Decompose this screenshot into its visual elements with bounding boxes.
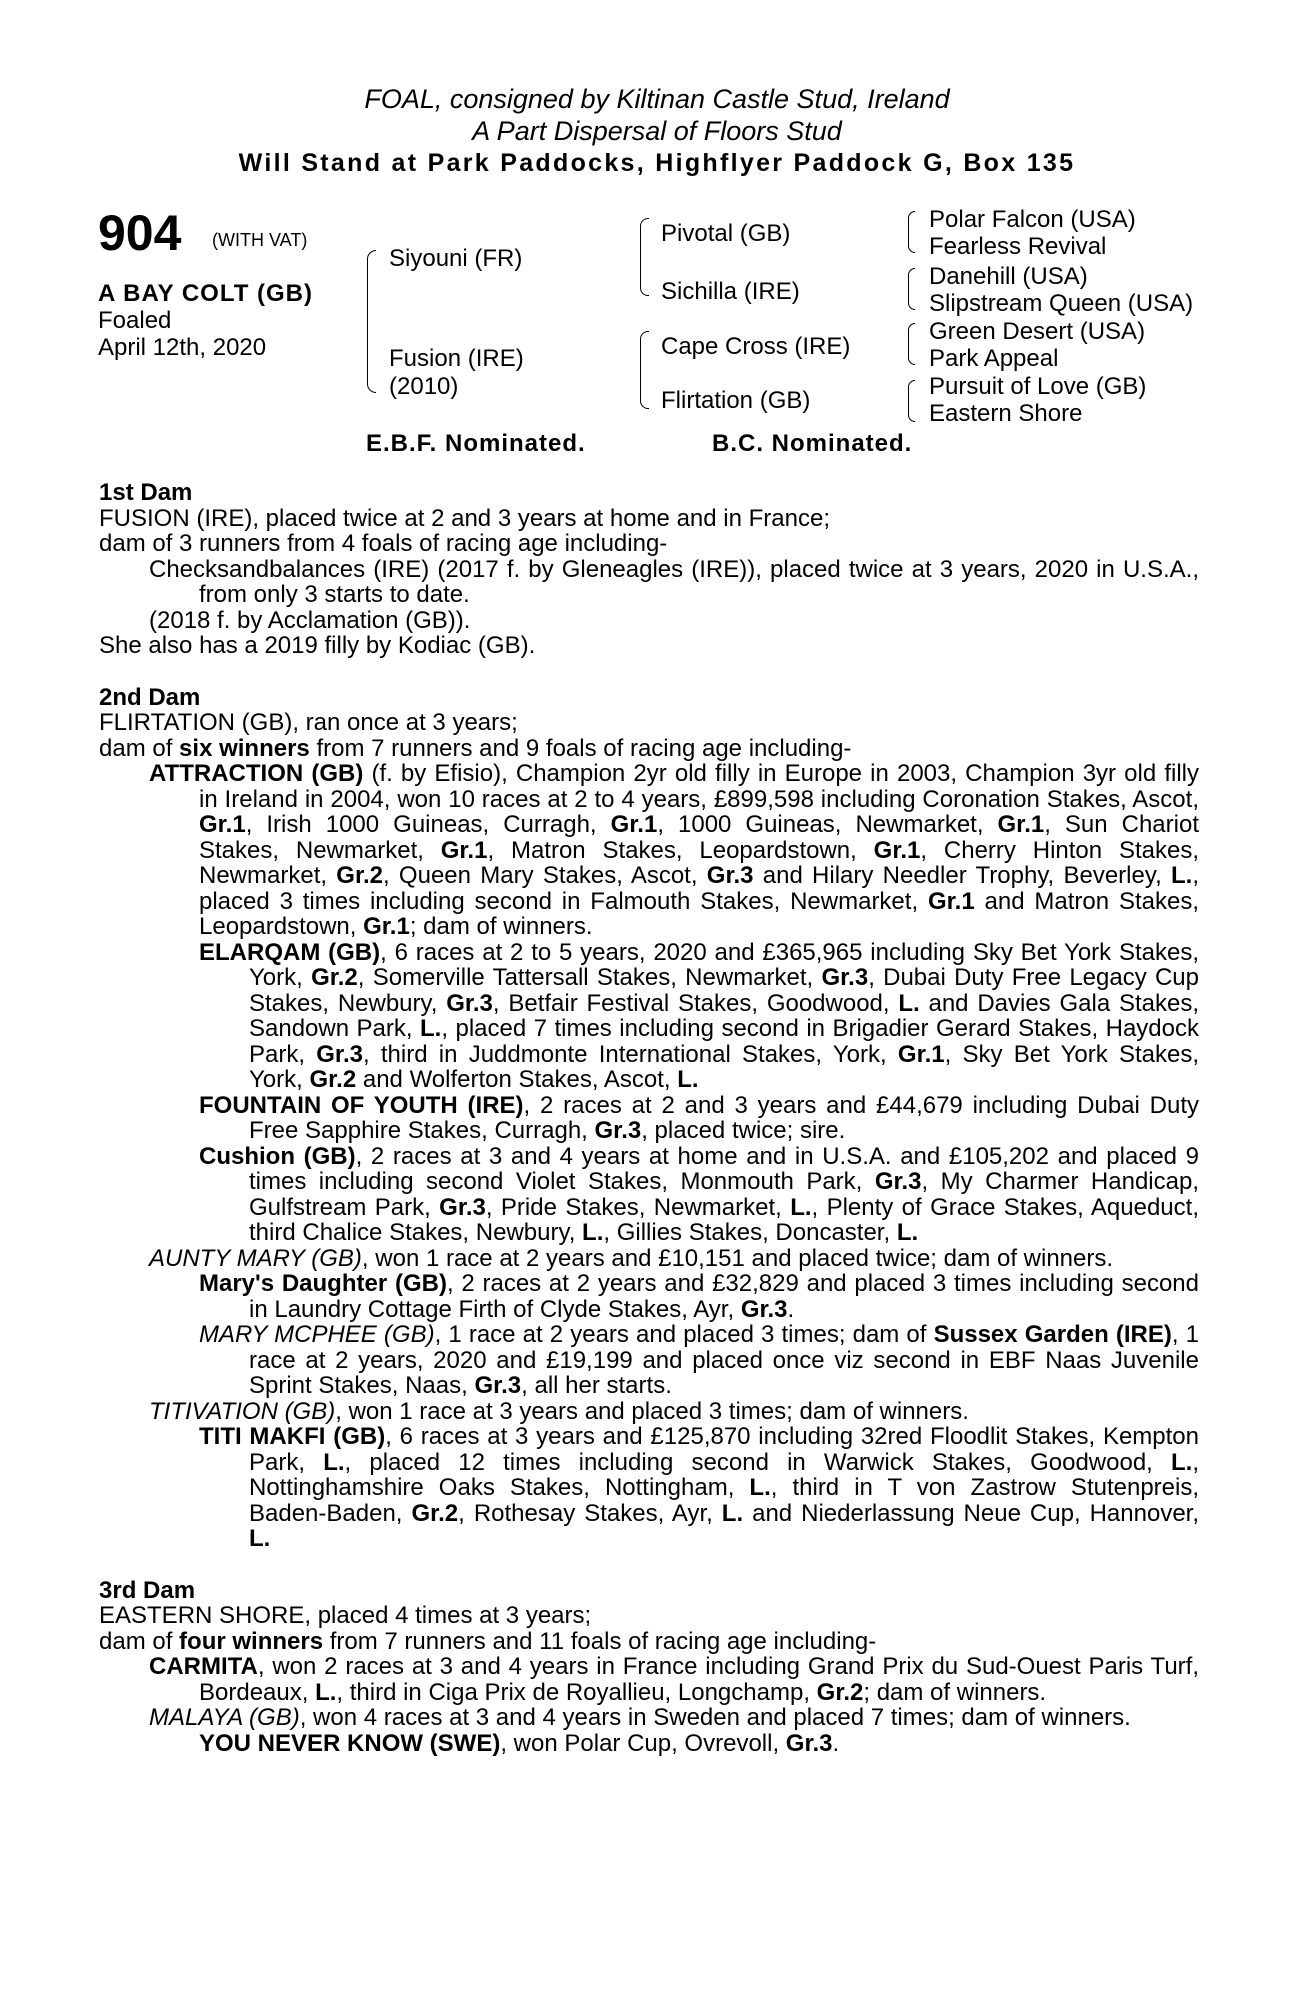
first-dam-heading: 1st Dam — [99, 479, 193, 506]
pedigree-sire-dam: Sichilla (IRE) — [661, 278, 800, 305]
pedigree-bracket-sire — [640, 218, 649, 296]
catalogue-body — [99, 480, 1199, 1756]
produce-entry-mary-mcphee: MARY MCPHEE (GB), 1 race at 2 years and placed 3 times; dam of Sussex Garden (IRE), 1 race at 2 years, 2020 and £19,199 and placed once viz second in EBF Naas Juvenile Sprint Stakes, Naas, Gr.3, all her starts. — [199, 1321, 1200, 1399]
pedigree-sss: Polar Falcon (USA) — [929, 206, 1136, 233]
pedigree-dam-sire: Cape Cross (IRE) — [661, 333, 851, 360]
stabling-line: Will Stand at Park Paddocks, Highflyer Paddock G, Box 135 — [238, 149, 1076, 177]
pedigree-ssd: Fearless Revival — [929, 233, 1107, 260]
lot-number: 904 — [98, 205, 182, 261]
produce-entry-titi-makfi: TITI MAKFI (GB), 6 races at 3 years and £125,870 including 32red Floodlit Stakes, Kempton Park, L., placed 12 times including second in Warwick Stakes, Goodwood, L., Nottinghamshire Oaks Stakes, Nottingham, L., third in T von Zastrow Stutenpreis, Baden-Baden, Gr.2, Rothesay Stakes, Ayr, L. and Niederlassung Neue Cup, Hannover, L. — [199, 1423, 1200, 1552]
pedigree-dsd: Park Appeal — [929, 345, 1059, 372]
produce-entry: Checksandbalances (IRE) (2017 f. by Gleneagles (IRE)), placed twice at 3 years, 2020 in U.S.A., from only 3 starts to date. — [149, 555, 1199, 608]
pedigree-dds: Pursuit of Love (GB) — [929, 373, 1147, 400]
third-dam-line: EASTERN SHORE, placed 4 times at 3 years; — [99, 1602, 592, 1629]
produce-entry-titivation: TITIVATION (GB), won 1 race at 3 years and placed 3 times; dam of winners. — [149, 1397, 969, 1425]
first-dam-produce-line: dam of 3 runners from 4 foals of racing age including- — [99, 530, 668, 557]
produce-entry-attraction: ATTRACTION (GB) (f. by Efisio), Champion 2yr old filly in Europe in 2003, Champion 3yr old filly in Ireland in 2004, won 10 races at 2 to 4 years, £899,598 including Coronation Stakes, Ascot, Gr.1, Irish 1000 Guineas, Curragh, Gr.1, 1000 Guineas, Newmarket, Gr.1, Sun Chariot Stakes, Newmarket, Gr.1, Matron Stakes, Leopardstown, Gr.1, Cherry Hinton Stakes, Newmarket, Gr.2, Queen Mary Stakes, Ascot, Gr.3 and Hilary Needler Trophy, Beverley, L., placed 3 times including second in Falmouth Stakes, Newmarket, Gr.1 and Matron Stakes, Leopardstown, Gr.1; dam of winners. — [149, 760, 1199, 940]
consignor-line: FOAL, consigned by Kiltinan Castle Stud, Ireland — [364, 84, 950, 114]
third-dam-heading: 3rd Dam — [99, 1576, 196, 1604]
second-dam-line: FLIRTATION (GB), ran once at 3 years; — [99, 709, 518, 736]
produce-entry-fountain-of-youth: FOUNTAIN OF YOUTH (IRE), 2 races at 2 and 3 years and £44,679 including Dubai Duty Free Sapphire Stakes, Curragh, Gr.3, placed twice; sire. — [199, 1091, 1200, 1144]
produce-entry-carmita: CARMITA, won 2 races at 3 and 4 years in France including Grand Prix du Sud-Ouest Paris Turf, Bordeaux, L., third in Ciga Prix de Royallieu, Longchamp, Gr.2; dam of winners. — [149, 1653, 1199, 1706]
foaled-date: April 12th, 2020 — [98, 334, 267, 361]
produce-entry-marys-daughter: Mary's Daughter (GB), 2 races at 2 years and £32,829 and placed 3 times including second in Laundry Cottage Firth of Clyde Stakes, Ayr, Gr.3. — [199, 1270, 1199, 1323]
pedigree-bracket-ss — [908, 211, 915, 253]
pedigree-bracket-dam — [640, 331, 649, 409]
first-dam-note: She also has a 2019 filly by Kodiac (GB). — [99, 632, 536, 659]
pedigree-bracket-sd — [908, 268, 915, 310]
produce-entry-elarqam: ELARQAM (GB), 6 races at 2 to 5 years, 2020 and £365,965 including Sky Bet York Stakes, York, Gr.2, Somerville Tattersall Stakes, Newmarket, Gr.3, Dubai Duty Free Legacy Cup Stakes, Newbury, Gr.3, Betfair Festival Stakes, Goodwood, L. and Davies Gala Stakes, Sandown Park, L., placed 7 times including second in Brigadier Gerard Stakes, Haydock Park, Gr.3, third in Juddmonte International Stakes, York, Gr.1, Sky Bet York Stakes, York, Gr.2 and Wolferton Stakes, Ascot, L. — [199, 938, 1200, 1093]
produce-entry: (2018 f. by Acclamation (GB)). — [149, 606, 471, 634]
pedigree-dam: Fusion (IRE) — [389, 345, 524, 372]
pedigree-bracket-dd — [908, 380, 915, 422]
third-dam-produce-line: dam of four winners from 7 runners and 11 foals of racing age including- — [99, 1627, 877, 1655]
produce-entry-you-never-know: YOU NEVER KNOW (SWE), won Polar Cup, Ovrevoll, Gr.3. — [199, 1729, 840, 1757]
vat-note: (WITH VAT) — [212, 230, 308, 250]
pedigree-dam-year: (2010) — [389, 373, 459, 400]
pedigree-sire-sire: Pivotal (GB) — [661, 220, 791, 247]
produce-entry-aunty-mary: AUNTY MARY (GB), won 1 race at 2 years and £10,151 and placed twice; dam of winners. — [149, 1244, 1114, 1272]
first-dam-line: FUSION (IRE), placed twice at 2 and 3 years at home and in France; — [99, 504, 830, 532]
pedigree-bracket-sire-dam — [367, 250, 376, 393]
pedigree-ddd: Eastern Shore — [929, 400, 1083, 427]
lot-name: A BAY COLT (GB) — [98, 280, 314, 307]
pedigree-sdd: Slipstream Queen (USA) — [929, 290, 1194, 317]
pedigree-dss: Green Desert (USA) — [929, 318, 1146, 345]
produce-entry-cushion: Cushion (GB), 2 races at 3 and 4 years at home and in U.S.A. and £105,202 and placed 9 times including second Violet Stakes, Monmouth Park, Gr.3, My Charmer Handicap, Gulfstream Park, Gr.3, Pride Stakes, Newmarket, L., Plenty of Grace Stakes, Aqueduct, third Chalice Stakes, Newbury, L., Gillies Stakes, Doncaster, L. — [199, 1142, 1200, 1246]
second-dam-produce-line: dam of six winners from 7 runners and 9 foals of racing age including- — [99, 734, 852, 762]
pedigree-sire: Siyouni (FR) — [389, 245, 523, 272]
pedigree-bracket-ds — [908, 323, 915, 365]
bc-nominated: B.C. Nominated. — [712, 430, 913, 457]
foaled-label: Foaled — [98, 307, 172, 334]
pedigree-sds: Danehill (USA) — [929, 263, 1088, 290]
ebf-nominated: E.B.F. Nominated. — [366, 430, 586, 457]
dispersal-line: A Part Dispersal of Floors Stud — [472, 116, 842, 146]
pedigree-dam-dam: Flirtation (GB) — [661, 387, 811, 414]
second-dam-heading: 2nd Dam — [99, 683, 201, 711]
produce-entry-malaya: MALAYA (GB), won 4 races at 3 and 4 years in Sweden and placed 7 times; dam of winners. — [149, 1704, 1131, 1731]
